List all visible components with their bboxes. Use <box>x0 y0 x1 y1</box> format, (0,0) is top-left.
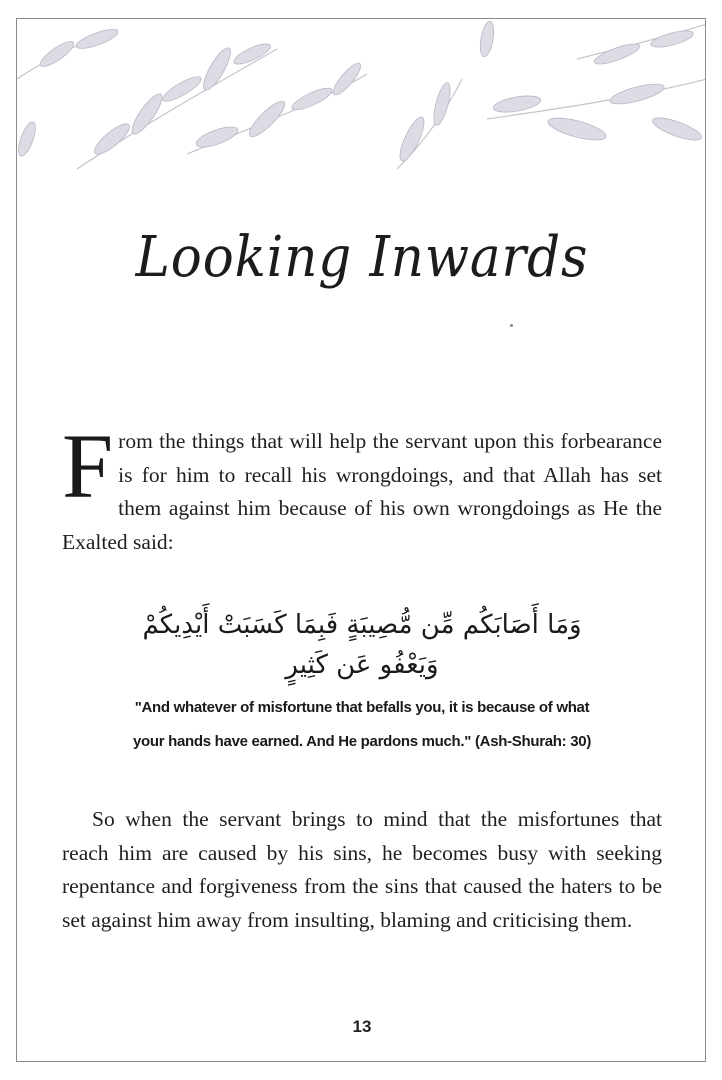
translation-line-1: "And whatever of misfortune that befalls you, it is because of what <box>134 699 590 716</box>
page-title: Looking Inwards <box>135 225 589 290</box>
verse-translation <box>62 691 662 759</box>
arabic-verse-line-2: وَيَعْفُو عَن كَثِيرٍ <box>285 650 439 680</box>
paragraph-1 <box>62 415 662 559</box>
paragraph-1-text: rom the things that will help the servant upon this forbearance is for him to recall his wrongdoings, and that Allah has set them against him because of his own wrongdoings as He the Exalted said: <box>62 429 662 554</box>
paragraph-2: So when the servant brings to mind that the misfortunes that reach him are caused by his sins, he becomes busy with seeking repentance and forgiveness from the sins that caused the haters to be set against him away from insulting, blaming and criticising them. <box>62 807 662 932</box>
drop-cap: F <box>62 415 114 517</box>
speck <box>510 324 513 327</box>
arabic-verse <box>62 605 662 685</box>
page-number: 13 <box>352 1017 372 1036</box>
book-page <box>16 18 706 1062</box>
translation-line-2: your hands have earned. And He pardons much." (Ash-Shurah: 30) <box>132 733 592 750</box>
leaf-branch-decoration-icon <box>17 19 706 184</box>
arabic-verse-line-1: وَمَا أَصَابَكُم مِّن مُّصِيبَةٍ فَبِمَا كَسَبَتْ أَيْدِيكُمْ <box>142 610 582 640</box>
